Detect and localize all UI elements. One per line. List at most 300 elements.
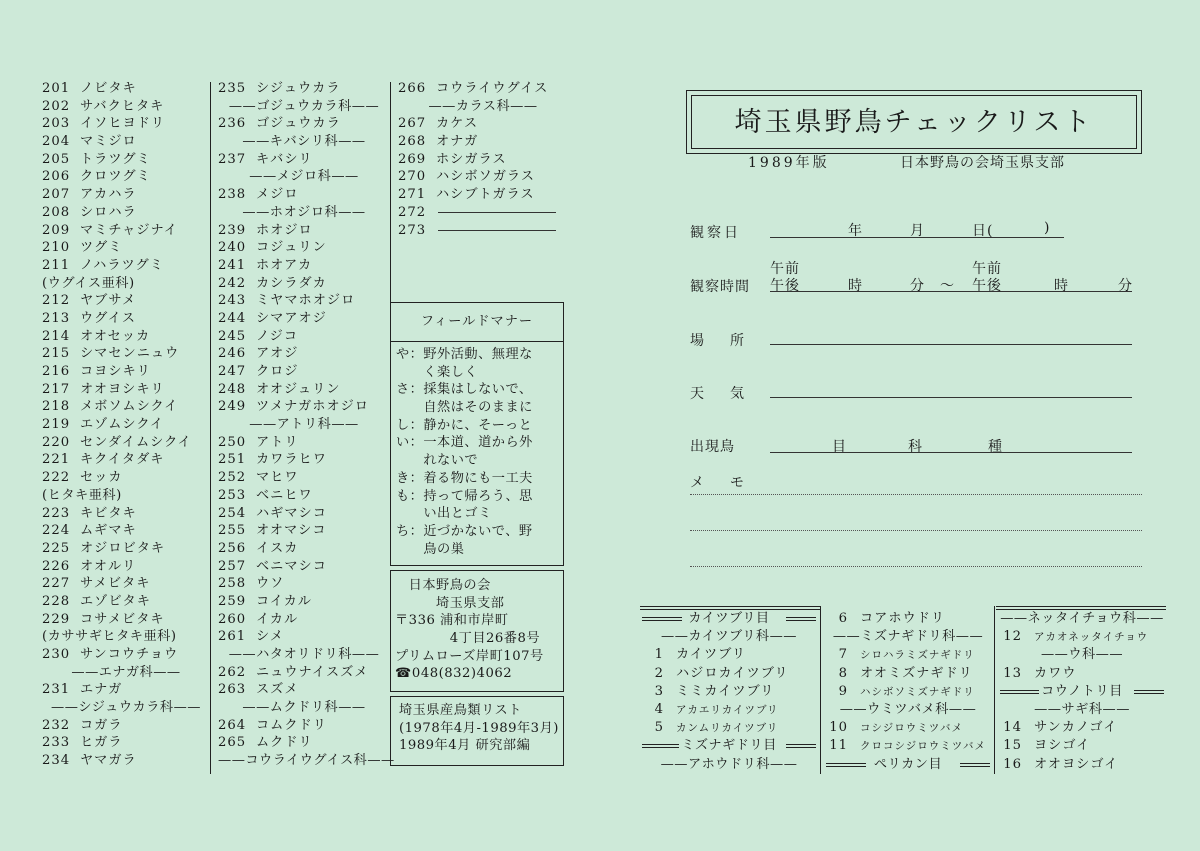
- species-number: 256: [218, 540, 247, 556]
- order-rule: [960, 763, 990, 767]
- species-column-1: [42, 80, 210, 770]
- species-number: 237: [218, 151, 247, 167]
- list-item: [218, 505, 390, 523]
- weather-label: 天 気: [690, 386, 750, 402]
- birds-field[interactable]: [770, 452, 1132, 453]
- species-name: ノビタキ: [80, 81, 137, 96]
- species-number: 230: [42, 647, 71, 662]
- species-number: 209: [42, 222, 71, 238]
- species-name: メボソムシクイ: [80, 399, 179, 415]
- species-name: ヤマガラ: [80, 753, 137, 769]
- blank-entry-line[interactable]: [438, 230, 556, 231]
- species-name: ベニヒワ: [256, 487, 313, 503]
- species-name: コヨシキリ: [80, 364, 151, 379]
- list-item: [218, 611, 390, 629]
- species-name: カシラダカ: [256, 275, 327, 291]
- memo-line-1[interactable]: [690, 494, 1142, 495]
- species-name: ウグイス: [80, 310, 136, 326]
- order-name: カイツブリ目: [688, 611, 770, 626]
- species-number: 11: [829, 738, 848, 754]
- species-number: 13: [1003, 665, 1022, 681]
- am-label-start: 午前: [770, 261, 800, 277]
- list-item: [218, 275, 390, 293]
- list-item: [398, 115, 568, 133]
- manner-line: や：野外活動、無理な: [396, 347, 533, 362]
- list-item: [42, 505, 210, 523]
- species-number: 271: [398, 187, 427, 203]
- order-heading: [998, 683, 1166, 701]
- species-number: 221: [42, 452, 71, 468]
- order-rule: [786, 617, 816, 621]
- species-number: 4: [654, 701, 664, 717]
- manner-line: れないで: [396, 453, 479, 469]
- source-box: [390, 696, 564, 766]
- species-number: 264: [218, 717, 247, 733]
- species-number: 223: [42, 505, 71, 521]
- list-item: [42, 540, 210, 558]
- address-lines: [391, 571, 563, 683]
- species-number: 247: [218, 364, 247, 379]
- list-item: [42, 593, 210, 611]
- species-number: 241: [218, 257, 247, 273]
- address-line: 〒336 浦和市岸町: [395, 613, 509, 629]
- family-heading: ——メジロ科——: [249, 169, 359, 185]
- list-item: [640, 665, 818, 683]
- manner-line: き：着る物にも一工夫: [396, 470, 533, 486]
- list-item: [42, 151, 210, 169]
- species-number: 8: [838, 665, 848, 681]
- species-name: シロハラミズナギドリ: [860, 649, 975, 662]
- species-number: 252: [218, 470, 247, 486]
- list-item: [998, 665, 1166, 683]
- address-line: 日本野鳥の会: [395, 578, 491, 593]
- order-heading: [640, 737, 818, 755]
- hour-label-end: 時: [1054, 278, 1069, 294]
- manner-line: く楽しく: [396, 364, 479, 380]
- species-name: ベニマシコ: [256, 558, 327, 574]
- field-manner-box: [390, 302, 564, 566]
- list-item: [218, 257, 390, 275]
- tilde: 〜: [940, 278, 955, 294]
- species-name: コシジロウミツバメ: [860, 722, 964, 735]
- species-number: 204: [42, 134, 71, 150]
- source-line: (1978年4月-1989年3月): [399, 720, 559, 736]
- family-heading: ——エナガ科——: [71, 664, 181, 680]
- family-heading: ——ミズナギドリ科——: [832, 629, 984, 645]
- list-item: [218, 593, 390, 611]
- species-number: 227: [42, 576, 71, 592]
- species-number: 269: [398, 151, 427, 167]
- species-name: カケス: [436, 116, 479, 132]
- species-number: 9: [838, 683, 848, 699]
- species-name: カワラヒワ: [256, 452, 327, 468]
- list-item: [218, 151, 390, 169]
- list-item: [218, 398, 390, 416]
- list-item: [218, 363, 390, 381]
- manner-line: 鳥の巣: [396, 541, 465, 557]
- list-item: [218, 664, 390, 682]
- species-name: ホシガラス: [436, 151, 507, 167]
- date-label: 観察日: [690, 225, 741, 241]
- list-item: [42, 717, 210, 735]
- list-item: [42, 734, 210, 752]
- year-label: 年: [848, 223, 863, 239]
- family-heading: ——ウミツバメ科——: [839, 701, 977, 717]
- species-number: 272: [398, 204, 427, 220]
- species-name: シメ: [256, 629, 284, 645]
- species-name: サンカノゴイ: [1034, 720, 1118, 736]
- species-number: 210: [42, 240, 71, 256]
- species-number: 254: [218, 505, 247, 521]
- species-name: マミチャジナイ: [80, 222, 178, 238]
- list-item: [998, 719, 1166, 737]
- list-item: [998, 737, 1166, 755]
- edition: 1989年版: [748, 155, 830, 171]
- list-item: [824, 646, 992, 664]
- list-item: [42, 328, 210, 346]
- list-item: [218, 734, 390, 752]
- species-name: ノジコ: [256, 328, 299, 344]
- memo-line-2[interactable]: [690, 530, 1142, 531]
- species-name: ヒガラ: [80, 735, 123, 751]
- subfamily-note: (カササギヒタキ亜科): [42, 629, 177, 645]
- blank-entry-line[interactable]: [438, 212, 556, 213]
- manner-line: い：一本道、道から外: [396, 435, 533, 451]
- species-number: 202: [42, 98, 71, 114]
- species-number: 262: [218, 664, 247, 680]
- species-name: キバシリ: [256, 151, 313, 167]
- species-name: ウソ: [256, 576, 285, 592]
- list-item: [218, 115, 390, 133]
- order-rule: [642, 744, 682, 748]
- species-name: オオルリ: [80, 558, 137, 574]
- pm-label-end: 午後: [972, 278, 1002, 294]
- species-name: コアホウドリ: [860, 611, 946, 626]
- species-name: イカル: [256, 611, 299, 627]
- species-name: センダイムシクイ: [80, 434, 192, 450]
- species-name: オオミズナギドリ: [860, 665, 973, 681]
- list-item: [218, 522, 390, 540]
- source-line: 埼玉県産鳥類リスト: [399, 703, 522, 718]
- memo-label: メ モ: [690, 475, 750, 491]
- species-name: スズメ: [256, 682, 299, 698]
- species-number: 244: [218, 310, 247, 326]
- species-name: ムクドリ: [256, 735, 313, 751]
- list-item: [218, 628, 390, 646]
- species-number: 251: [218, 452, 247, 468]
- bottom-column-1: [640, 610, 818, 774]
- species-name: オナガ: [436, 134, 479, 150]
- address-line: プリムローズ岸町107号: [395, 648, 544, 664]
- list-item: [824, 610, 992, 628]
- family-heading: ——コウライウグイス科——: [218, 753, 395, 769]
- address-box: [390, 570, 564, 692]
- list-item: [42, 186, 210, 204]
- species-number: 15: [1003, 738, 1022, 754]
- species-name: クロツグミ: [80, 169, 151, 185]
- species-number: 215: [42, 346, 71, 362]
- list-item: [218, 222, 390, 240]
- list-item: [42, 752, 210, 770]
- species-number: 216: [42, 364, 71, 379]
- order-name: コウノトリ目: [1041, 683, 1123, 699]
- species-number: 265: [218, 735, 247, 751]
- species-label: 種: [988, 439, 1003, 455]
- manner-line: も：持って帰ろう、思: [396, 488, 533, 504]
- species-name: カワウ: [1034, 665, 1077, 681]
- place-label: 場 所: [690, 333, 750, 349]
- order-rule: [826, 763, 866, 767]
- address-line: 4丁目26番8号: [395, 631, 541, 647]
- species-name: シマアオジ: [256, 310, 327, 326]
- day-close: ): [1044, 220, 1051, 236]
- page-title: 埼玉県野鳥チェックリスト: [691, 95, 1137, 149]
- list-item: [218, 310, 390, 328]
- species-name: オオセッカ: [80, 328, 151, 344]
- list-item: [824, 665, 992, 683]
- species-number: 10: [829, 720, 848, 736]
- bottom-divider: [820, 606, 821, 774]
- species-name: オオジュリン: [256, 381, 341, 397]
- species-number: 231: [42, 682, 71, 698]
- list-item: [218, 186, 390, 204]
- species-name: イスカ: [256, 540, 299, 556]
- list-item: [42, 363, 210, 381]
- species-name: クロジ: [256, 364, 299, 379]
- list-item: [398, 133, 568, 151]
- list-item: [640, 683, 818, 701]
- memo-line-3[interactable]: [690, 566, 1142, 567]
- species-number: 234: [42, 753, 71, 769]
- list-item: [42, 646, 210, 664]
- species-number: 14: [1003, 720, 1022, 736]
- species-name: エゾムシクイ: [80, 417, 165, 433]
- species-name: クロコシジロウミツバメ: [860, 740, 987, 753]
- list-item: [218, 381, 390, 399]
- list-item: [218, 434, 390, 452]
- list-item: [218, 80, 390, 98]
- list-item: [218, 540, 390, 558]
- species-number: 249: [218, 399, 247, 415]
- family-heading: ——サギ科——: [1034, 701, 1130, 717]
- hour-label-start: 時: [848, 278, 863, 294]
- species-number: 213: [42, 310, 71, 326]
- species-name: コイカル: [256, 593, 312, 609]
- list-item: [398, 186, 568, 204]
- species-name: シロハラ: [80, 204, 137, 220]
- species-number: 258: [218, 576, 247, 592]
- family-label: 科: [908, 439, 923, 455]
- manner-line: い出とゴミ: [396, 506, 492, 522]
- order-heading: [824, 756, 992, 774]
- species-column-3: [398, 80, 568, 239]
- list-item: [218, 469, 390, 487]
- list-item: [824, 683, 992, 701]
- species-number: 3: [654, 683, 664, 699]
- list-item: [42, 257, 210, 275]
- species-number: 6: [838, 611, 848, 626]
- list-item: [640, 646, 818, 664]
- weather-field[interactable]: [770, 397, 1132, 398]
- species-name: コガラ: [80, 717, 123, 733]
- species-name: ゴジュウカラ: [256, 116, 341, 132]
- manner-line: ち：近づかないで、野: [396, 523, 533, 539]
- species-name: コジュリン: [256, 240, 327, 256]
- family-heading: ——ハタオリドリ科——: [228, 647, 380, 662]
- species-number: 16: [1003, 756, 1022, 772]
- species-name: アカエリカイツブリ: [676, 703, 779, 716]
- species-name: ハシボソミズナギドリ: [860, 685, 975, 698]
- species-number: 242: [218, 275, 247, 291]
- list-item: [42, 345, 210, 363]
- species-number: 236: [218, 116, 247, 132]
- source-lines: [391, 697, 563, 755]
- species-number: 1: [654, 647, 664, 663]
- species-number: 203: [42, 116, 71, 132]
- species-name: ハギマシコ: [256, 505, 327, 521]
- list-item: [398, 204, 568, 222]
- family-heading: ——カイツブリ科——: [661, 629, 797, 645]
- list-item: [42, 292, 210, 310]
- species-number: 224: [42, 523, 71, 539]
- species-number: 273: [398, 222, 427, 238]
- order-heading: [640, 610, 818, 628]
- species-number: 5: [654, 720, 664, 736]
- species-name: ハシボソガラス: [436, 169, 535, 185]
- species-number: 238: [218, 187, 247, 203]
- list-item: [218, 487, 390, 505]
- species-name: サバクヒタキ: [80, 98, 165, 114]
- field-manner-lines: [391, 342, 563, 558]
- list-item: [42, 558, 210, 576]
- list-item: [998, 628, 1166, 646]
- list-item: [218, 681, 390, 699]
- species-number: 250: [218, 434, 247, 450]
- species-name: オオマシコ: [256, 523, 327, 539]
- species-number: 207: [42, 187, 71, 203]
- species-name: ハシブトガラス: [436, 187, 535, 203]
- species-name: エナガ: [80, 682, 123, 698]
- family-heading: ——ムクドリ科——: [242, 700, 366, 716]
- subfamily-note: (ヒタキ亜科): [42, 487, 122, 503]
- list-item: [824, 737, 992, 755]
- list-item: [42, 469, 210, 487]
- species-name: マヒワ: [256, 470, 299, 486]
- species-name: ニュウナイスズメ: [256, 664, 369, 680]
- source-line: 1989年4月 研究部編: [399, 738, 531, 754]
- family-heading: ——カラス科——: [428, 98, 538, 114]
- bottom-divider: [994, 606, 995, 774]
- species-name: サメビタキ: [80, 576, 151, 592]
- minute-label-end: 分: [1118, 278, 1133, 294]
- list-item: [42, 575, 210, 593]
- species-name: ホオジロ: [256, 222, 313, 238]
- list-item: [824, 719, 992, 737]
- species-name: メジロ: [256, 187, 299, 203]
- birds-label: 出現鳥: [690, 439, 735, 455]
- species-number: 2: [654, 665, 664, 681]
- family-heading: ——アトリ科——: [249, 417, 359, 433]
- species-name: アオジ: [256, 346, 299, 362]
- species-number: 228: [42, 593, 71, 609]
- list-item: [218, 451, 390, 469]
- species-number: 225: [42, 540, 71, 556]
- list-item: [218, 239, 390, 257]
- species-name: アトリ: [256, 434, 299, 450]
- list-item: [42, 310, 210, 328]
- publisher: 日本野鳥の会埼玉県支部: [900, 155, 1065, 171]
- species-name: コサメビタキ: [80, 611, 165, 627]
- species-name: ツグミ: [80, 240, 123, 256]
- species-name: キビタキ: [80, 505, 137, 521]
- species-number: 214: [42, 328, 71, 344]
- species-name: シジュウカラ: [256, 81, 341, 96]
- manner-line: さ：採集はしないで、: [396, 382, 533, 398]
- address-line: 埼玉県支部: [395, 595, 505, 611]
- list-item: [42, 381, 210, 399]
- list-item: [42, 222, 210, 240]
- species-number: 212: [42, 293, 71, 309]
- species-name: オオヨシゴイ: [1034, 756, 1119, 772]
- place-field[interactable]: [770, 344, 1132, 345]
- family-heading: ——シジュウカラ科——: [51, 700, 201, 716]
- time-label: 観察時間: [690, 279, 750, 295]
- am-label-end: 午前: [972, 261, 1002, 277]
- species-name: ヤブサメ: [80, 293, 137, 309]
- order-name: ミズナギドリ目: [681, 738, 777, 754]
- day-label: 日(: [972, 223, 994, 239]
- species-name: セッカ: [80, 470, 123, 486]
- column-divider: [210, 82, 211, 774]
- pm-label-start: 午後: [770, 278, 800, 294]
- order-label: 目: [832, 439, 847, 455]
- species-number: 261: [218, 629, 247, 645]
- species-name: トラツグミ: [80, 151, 151, 167]
- manner-line: 自然はそのままに: [396, 400, 533, 416]
- list-item: [42, 168, 210, 186]
- species-number: 218: [42, 399, 71, 415]
- bottom-column-2: [824, 610, 992, 774]
- list-item: [640, 701, 818, 719]
- species-number: 12: [1003, 629, 1022, 645]
- family-heading: ——ホオジロ科——: [242, 204, 366, 220]
- list-item: [42, 611, 210, 629]
- title-box: [686, 90, 1142, 154]
- species-name: アカオネッタイチョウ: [1034, 631, 1149, 644]
- species-name: カイツブリ: [676, 647, 747, 663]
- list-item: [398, 151, 568, 169]
- order-name: ペリカン目: [873, 756, 943, 772]
- order-rule: [1134, 690, 1164, 694]
- species-number: 259: [218, 593, 247, 609]
- species-name: コウライウグイス: [436, 81, 549, 96]
- species-name: ミミカイツブリ: [676, 683, 775, 699]
- list-item: [42, 239, 210, 257]
- time-field[interactable]: [770, 291, 1132, 292]
- species-number: 243: [218, 293, 247, 309]
- family-heading: ——ウ科——: [1040, 647, 1124, 663]
- list-item: [42, 133, 210, 151]
- list-item: [42, 681, 210, 699]
- family-heading: ——アホウドリ科——: [660, 756, 798, 772]
- species-number: 246: [218, 346, 247, 362]
- species-number: 222: [42, 470, 71, 486]
- order-rule: [786, 744, 816, 748]
- family-heading: ——キバシリ科——: [242, 134, 366, 150]
- species-column-2: [218, 80, 395, 770]
- list-item: [42, 451, 210, 469]
- species-number: 255: [218, 523, 247, 539]
